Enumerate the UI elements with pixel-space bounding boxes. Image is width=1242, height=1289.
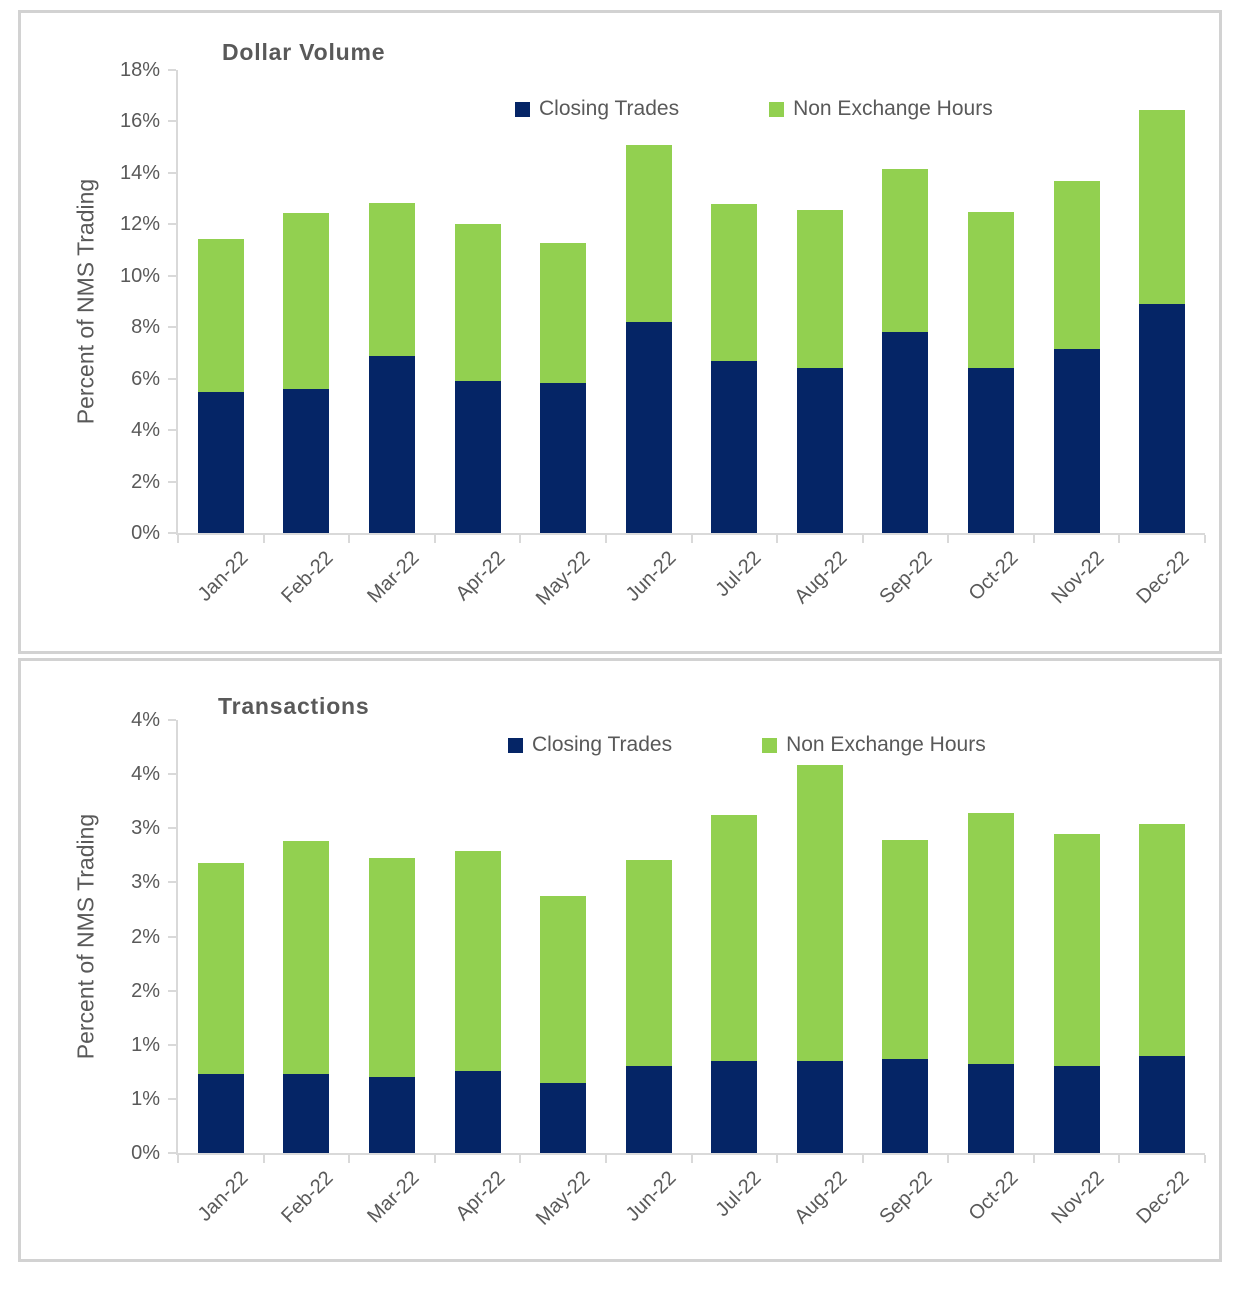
x-axis-tick <box>605 1155 607 1163</box>
x-axis-tick <box>1033 535 1035 543</box>
x-axis-tick <box>947 535 949 543</box>
bar-segment-non-exchange-hours <box>369 858 415 1077</box>
x-category-label: Jul-22 <box>711 1167 766 1222</box>
bar-segment-closing-trades <box>283 1074 329 1153</box>
x-axis-tick <box>177 1155 179 1163</box>
bar-segment-non-exchange-hours <box>540 243 586 383</box>
x-category-label: Dec-22 <box>1132 1167 1194 1229</box>
y-axis-line <box>176 70 178 535</box>
x-category-label: Jun-22 <box>621 547 681 606</box>
bar-segment-closing-trades <box>797 1061 843 1153</box>
bar-segment-closing-trades <box>711 361 757 533</box>
y-axis-tick <box>168 223 176 225</box>
bar-segment-non-exchange-hours <box>882 840 928 1059</box>
y-axis-tick <box>168 120 176 122</box>
x-axis-tick <box>862 1155 864 1163</box>
y-axis-tick <box>168 69 176 71</box>
x-axis-tick <box>862 535 864 543</box>
x-category-label: Apr-22 <box>451 1167 510 1226</box>
y-axis-tick <box>168 326 176 328</box>
closing-trades-swatch-icon <box>515 102 530 117</box>
bar-segment-closing-trades <box>455 381 501 533</box>
chart-title-transactions: Transactions <box>218 693 370 719</box>
y-tick-label: 18% <box>119 59 160 81</box>
bar-segment-non-exchange-hours <box>455 224 501 381</box>
y-tick-label: 1% <box>131 1033 160 1056</box>
x-axis-tick <box>605 535 607 543</box>
x-category-label: May-22 <box>531 547 595 610</box>
y-tick-label: 2% <box>131 979 160 1002</box>
bar-segment-non-exchange-hours <box>797 765 843 1061</box>
bar-segment-non-exchange-hours <box>968 813 1014 1064</box>
y-tick-label: 1% <box>131 1087 160 1110</box>
bar-segment-non-exchange-hours <box>797 210 843 368</box>
bar-segment-closing-trades <box>198 1074 244 1153</box>
bar-segment-non-exchange-hours <box>626 145 672 322</box>
x-category-label: Jun-22 <box>621 1167 681 1226</box>
y-tick-label: 0% <box>131 522 160 544</box>
x-category-label: Feb-22 <box>277 1167 338 1228</box>
y-axis-title: Percent of NMS Trading <box>72 178 99 425</box>
bar-segment-non-exchange-hours <box>711 204 757 361</box>
bar-segment-non-exchange-hours <box>1139 110 1185 304</box>
bar-segment-closing-trades <box>968 368 1014 533</box>
y-axis-tick <box>168 378 176 380</box>
x-axis-tick <box>776 535 778 543</box>
bar-segment-non-exchange-hours <box>1139 824 1185 1056</box>
bar-segment-non-exchange-hours <box>968 212 1014 368</box>
non-exchange-hours-swatch-icon <box>769 102 784 117</box>
y-tick-label: 2% <box>131 925 160 948</box>
x-axis-tick <box>947 1155 949 1163</box>
y-axis-tick <box>168 990 176 992</box>
y-tick-label: 2% <box>131 470 160 493</box>
y-axis-line <box>176 720 178 1155</box>
y-axis-tick <box>168 827 176 829</box>
legend-item-non-exchange-hours <box>762 733 986 757</box>
x-axis-tick <box>1204 1155 1206 1163</box>
y-axis-tick <box>168 719 176 721</box>
bar-segment-non-exchange-hours <box>455 851 501 1071</box>
x-axis-tick <box>519 535 521 543</box>
y-tick-label: 4% <box>131 419 160 442</box>
y-axis-tick <box>168 881 176 883</box>
y-axis-tick <box>168 1044 176 1046</box>
x-axis-tick <box>1033 1155 1035 1163</box>
y-axis-tick <box>168 429 176 431</box>
legend-label-non-exchange-hours: Non Exchange Hours <box>793 97 993 120</box>
bar-segment-closing-trades <box>540 1083 586 1153</box>
x-category-label: Nov-22 <box>1047 1167 1109 1229</box>
closing-trades-swatch-icon <box>508 738 523 753</box>
x-category-label: Sep-22 <box>875 1167 937 1229</box>
x-category-label: Dec-22 <box>1132 547 1194 609</box>
legend-item-non-exchange-hours <box>769 97 993 121</box>
y-tick-label: 4% <box>131 763 160 786</box>
bar-segment-closing-trades <box>626 1066 672 1153</box>
x-axis-tick <box>691 1155 693 1163</box>
legend-label-closing-trades: Closing Trades <box>532 733 673 756</box>
y-axis-tick <box>168 773 176 775</box>
x-axis-tick <box>434 535 436 543</box>
bar-segment-non-exchange-hours <box>283 213 329 389</box>
bar-segment-closing-trades <box>626 322 672 533</box>
bar-segment-non-exchange-hours <box>1054 834 1100 1066</box>
x-category-label: May-22 <box>531 1167 595 1230</box>
y-tick-label: 0% <box>131 1142 160 1164</box>
legend <box>515 97 993 121</box>
x-axis-tick <box>177 535 179 543</box>
y-axis-tick <box>168 275 176 277</box>
x-category-label: Jan-22 <box>193 1167 253 1226</box>
bar-segment-non-exchange-hours <box>369 203 415 356</box>
bar-segment-closing-trades <box>283 389 329 533</box>
bar-segment-closing-trades <box>540 383 586 533</box>
bar-segment-closing-trades <box>455 1071 501 1153</box>
bar-segment-closing-trades <box>882 332 928 533</box>
y-tick-label: 8% <box>131 316 160 339</box>
legend-label-closing-trades: Closing Trades <box>539 97 680 120</box>
y-axis-tick <box>168 532 176 534</box>
y-axis-tick <box>168 1098 176 1100</box>
x-axis-tick <box>263 535 265 543</box>
x-axis-tick <box>434 1155 436 1163</box>
bar-segment-non-exchange-hours <box>711 815 757 1061</box>
x-category-label: Nov-22 <box>1047 547 1109 609</box>
x-category-label: Jul-22 <box>711 547 766 602</box>
y-axis-tick <box>168 481 176 483</box>
legend <box>508 733 986 757</box>
bar-segment-closing-trades <box>1054 349 1100 533</box>
bar-segment-non-exchange-hours <box>882 169 928 332</box>
x-axis-tick <box>263 1155 265 1163</box>
x-category-label: Mar-22 <box>363 547 424 608</box>
bar-segment-closing-trades <box>1054 1066 1100 1153</box>
x-category-label: Mar-22 <box>363 1167 424 1228</box>
legend-label-non-exchange-hours: Non Exchange Hours <box>786 733 986 756</box>
x-axis-tick <box>1118 535 1120 543</box>
non-exchange-hours-swatch-icon <box>762 738 777 753</box>
bar-segment-non-exchange-hours <box>198 863 244 1074</box>
dollar-volume-chart-panel <box>18 10 1222 654</box>
y-axis-tick <box>168 936 176 938</box>
bar-segment-non-exchange-hours <box>626 860 672 1066</box>
bar-segment-closing-trades <box>882 1059 928 1153</box>
transactions-chart <box>21 661 1219 1259</box>
y-tick-label: 6% <box>131 367 160 390</box>
x-axis-tick <box>519 1155 521 1163</box>
x-axis-tick <box>1118 1155 1120 1163</box>
y-axis-title: Percent of NMS Trading <box>72 813 99 1060</box>
y-axis-tick <box>168 1152 176 1154</box>
dollar-volume-chart <box>21 13 1219 651</box>
x-category-label: Aug-22 <box>790 547 852 609</box>
x-axis-tick <box>348 1155 350 1163</box>
bar-segment-non-exchange-hours <box>198 239 244 392</box>
x-category-label: Aug-22 <box>790 1167 852 1229</box>
y-tick-label: 4% <box>131 709 160 731</box>
chart-title-dollar-volume: Dollar Volume <box>222 39 386 65</box>
legend-item-closing-trades <box>515 97 679 121</box>
bar-segment-closing-trades <box>198 392 244 533</box>
y-tick-label: 12% <box>119 213 160 236</box>
y-tick-label: 3% <box>131 817 160 840</box>
x-axis-tick <box>776 1155 778 1163</box>
bar-segment-non-exchange-hours <box>1054 181 1100 349</box>
x-category-label: Sep-22 <box>875 547 937 609</box>
legend-item-closing-trades <box>508 733 672 757</box>
y-tick-label: 3% <box>131 871 160 894</box>
y-tick-label: 14% <box>119 161 160 184</box>
x-category-label: Feb-22 <box>277 547 338 608</box>
bar-segment-closing-trades <box>797 368 843 533</box>
transactions-chart-panel <box>18 658 1222 1262</box>
bar-segment-non-exchange-hours <box>283 841 329 1074</box>
x-category-label: Oct-22 <box>964 547 1023 606</box>
x-category-label: Jan-22 <box>193 547 253 606</box>
x-axis-tick <box>1204 535 1206 543</box>
bar-segment-non-exchange-hours <box>540 896 586 1083</box>
y-tick-label: 10% <box>119 264 160 287</box>
bar-segment-closing-trades <box>1139 1056 1185 1153</box>
x-axis-tick <box>348 535 350 543</box>
y-axis-tick <box>168 172 176 174</box>
x-category-label: Apr-22 <box>451 547 510 606</box>
bar-segment-closing-trades <box>369 1077 415 1153</box>
bar-segment-closing-trades <box>711 1061 757 1153</box>
x-axis-tick <box>691 535 693 543</box>
bar-segment-closing-trades <box>968 1064 1014 1153</box>
bar-segment-closing-trades <box>369 356 415 533</box>
y-tick-label: 16% <box>119 110 160 133</box>
x-category-label: Oct-22 <box>964 1167 1023 1226</box>
bar-segment-closing-trades <box>1139 304 1185 533</box>
